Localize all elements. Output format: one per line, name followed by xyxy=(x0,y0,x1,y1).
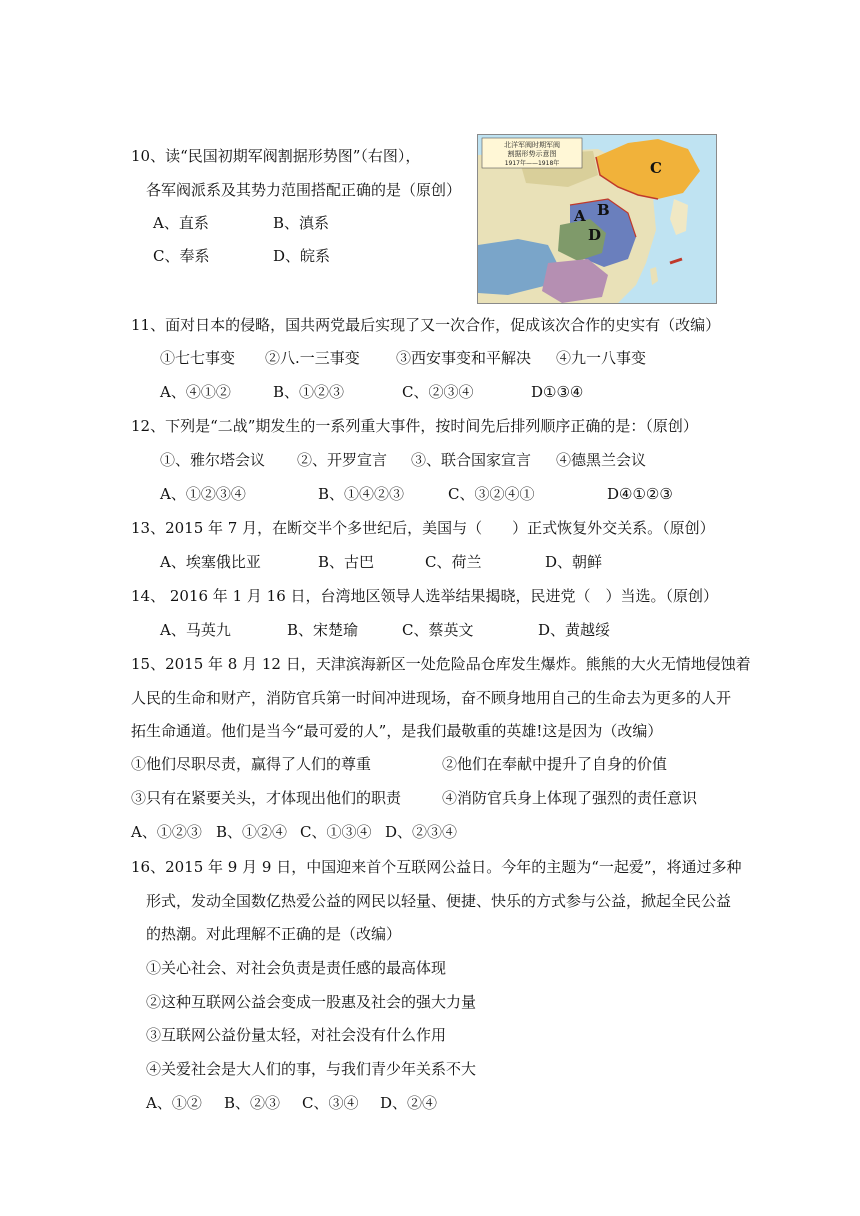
q16-item-4: ④关爱社会是大人们的事，与我们青少年关系不大 xyxy=(146,1060,477,1078)
warlord-map-figure xyxy=(477,134,717,304)
q15-item-4: ④消防官兵身上体现了强烈的责任意识 xyxy=(442,789,698,807)
q11-item-2: ②八.一三事变 xyxy=(265,349,360,367)
q15-option-a: A、①②③ xyxy=(131,823,202,841)
q15-line-2: 人民的生命和财产，消防官兵第一时间冲进现场，奋不顾身地用自己的生命去为更多的人开 xyxy=(131,689,732,707)
q10-option-a: A、直系 xyxy=(153,214,209,232)
map-title-years: 1917年——1918年 xyxy=(504,160,560,167)
q13-option-c: C、荷兰 xyxy=(425,553,482,571)
q10-option-c: C、奉系 xyxy=(153,247,210,265)
q11-item-4: ④九一八事变 xyxy=(556,349,647,367)
q11-option-b: B、①②③ xyxy=(273,383,345,401)
q13-stem: 13、2015 年 7 月，在断交半个多世纪后，美国与（ ）正式恢复外交关系。（原创） xyxy=(131,519,715,537)
q11-item-1: ①七七事变 xyxy=(160,349,236,367)
q16-line-2: 形式，发动全国数亿热爱公益的网民以轻量、便捷、快乐的方式参与公益，掀起全民公益 xyxy=(146,892,732,910)
q13-option-b: B、古巴 xyxy=(318,553,375,571)
q14-option-a: A、马英九 xyxy=(160,621,231,639)
q14-option-c: C、蔡英文 xyxy=(402,621,474,639)
q15-line-3: 拓生命通道。他们是当今“最可爱的人”，是我们最敬重的英雄!这是因为（改编） xyxy=(131,722,663,740)
map-title-line2: 割据形势示意图 xyxy=(507,150,557,158)
q12-item-1: ①、雅尔塔会议 xyxy=(160,451,266,469)
q15-item-1: ①他们尽职尽责，赢得了人们的尊重 xyxy=(131,755,372,773)
q16-option-b: B、②③ xyxy=(224,1094,281,1112)
q16-item-1: ①关心社会、对社会负责是责任感的最高体现 xyxy=(146,959,447,977)
map-label-c: C xyxy=(650,159,662,177)
map-title-line1: 北洋军阀时期军阀 xyxy=(504,141,560,149)
q16-option-d: D、②④ xyxy=(380,1094,438,1112)
q11-option-a: A、④①② xyxy=(160,383,231,401)
q16-option-c: C、③④ xyxy=(302,1094,359,1112)
q14-option-b: B、宋楚瑜 xyxy=(287,621,359,639)
q15-option-c: C、①③④ xyxy=(300,823,372,841)
q15-line-1: 15、2015 年 8 月 12 日，天津滨海新区一处危险品仓库发生爆炸。熊熊的大火无情地侵蚀着 xyxy=(131,655,751,673)
q12-item-4: ④德黑兰会议 xyxy=(556,451,647,469)
q12-item-3: ③、联合国家宣言 xyxy=(411,451,532,469)
map-label-a: A xyxy=(574,207,586,225)
q14-stem: 14、 2016 年 1 月 16 日，台湾地区领导人选举结果揭晓，民进党（ ）当选。（原创） xyxy=(131,587,719,605)
map-label-d: D xyxy=(588,226,602,244)
q15-item-3: ③只有在紧要关头，才体现出他们的职责 xyxy=(131,789,402,807)
q12-option-b: B、①④②③ xyxy=(318,485,405,503)
q11-stem: 11、面对日本的侵略，国共两党最后实现了又一次合作，促成该次合作的史实有（改编） xyxy=(131,316,721,334)
q12-option-c: C、③②④① xyxy=(448,485,535,503)
q16-item-2: ②这种互联网公益会变成一股惠及社会的强大力量 xyxy=(146,993,477,1011)
q12-option-a: A、①②③④ xyxy=(160,485,246,503)
q15-option-d: D、②③④ xyxy=(385,823,458,841)
q11-option-c: C、②③④ xyxy=(402,383,474,401)
q13-option-d: D、朝鲜 xyxy=(545,553,603,571)
q16-line-3: 的热潮。对此理解不正确的是（改编） xyxy=(146,925,402,943)
q16-item-3: ③互联网公益份量太轻，对社会没有什么作用 xyxy=(146,1026,447,1044)
q16-line-1: 16、2015 年 9 月 9 日，中国迎来首个互联网公益日。今年的主题为“一起爱”，将通过多种 xyxy=(131,858,742,876)
q14-option-d: D、黄越绥 xyxy=(538,621,611,639)
q16-option-a: A、①② xyxy=(146,1094,202,1112)
q11-option-d: D①③④ xyxy=(531,383,584,401)
q10-stem-line1: 10、读“民国初期军阀割据形势图”（右图）， xyxy=(131,147,421,165)
q12-option-d: D④①②③ xyxy=(607,485,673,503)
q10-stem-line2: 各军阀派系及其势力范围搭配正确的是（原创） xyxy=(146,181,462,199)
q15-option-b: B、①②④ xyxy=(216,823,288,841)
q12-item-2: ②、开罗宣言 xyxy=(297,451,388,469)
map-label-b: B xyxy=(597,201,610,219)
q15-item-2: ②他们在奉献中提升了自身的价值 xyxy=(442,755,668,773)
q12-stem: 12、下列是“二战”期发生的一系列重大事件，按时间先后排列顺序正确的是：（原创） xyxy=(131,417,698,435)
q10-option-b: B、滇系 xyxy=(273,214,330,232)
warlord-map-svg xyxy=(478,135,716,303)
q10-option-d: D、皖系 xyxy=(273,247,331,265)
q11-item-3: ③西安事变和平解决 xyxy=(396,349,532,367)
q13-option-a: A、埃塞俄比亚 xyxy=(160,553,261,571)
